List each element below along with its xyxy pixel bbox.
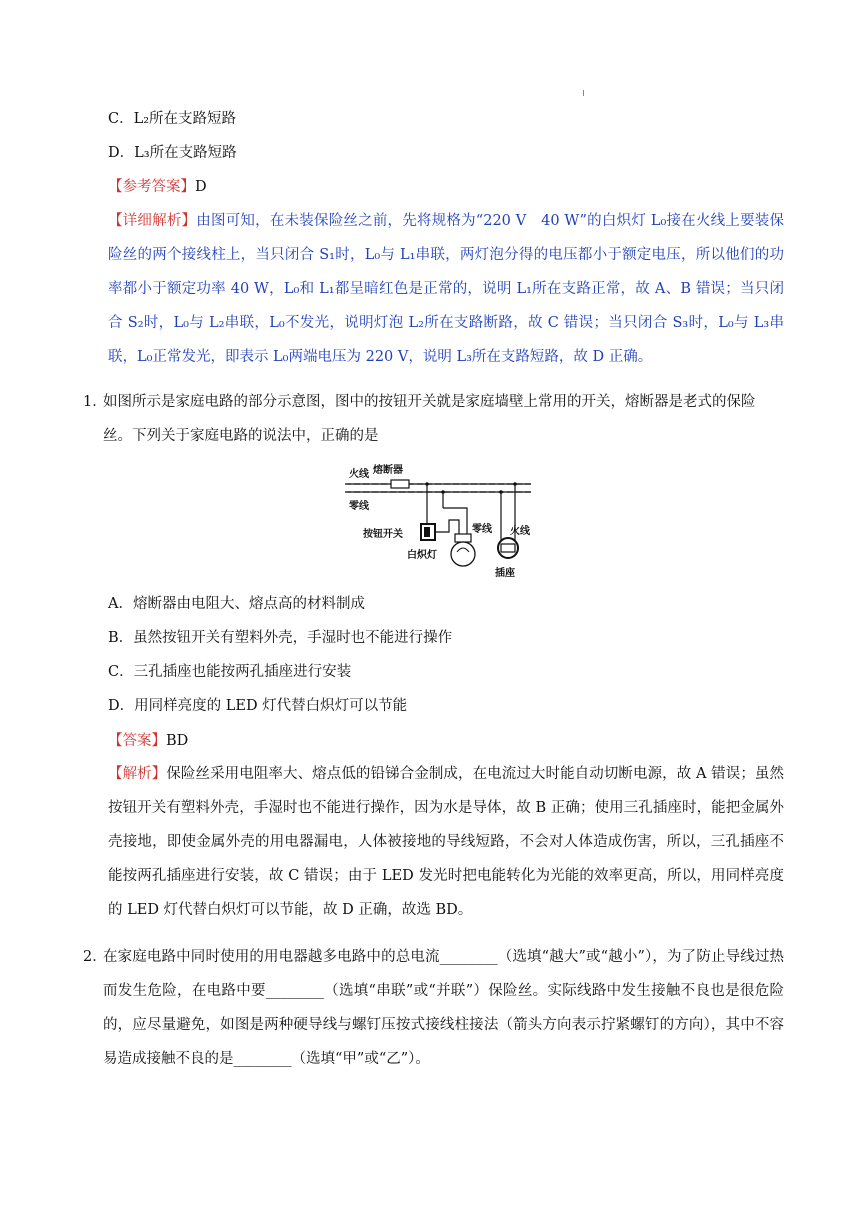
answer-line (108, 177, 207, 197)
label-socket: 插座 (495, 568, 515, 579)
q1-option-b: B．虽然按钮开关有塑料外壳，手湿时也不能进行操作 (108, 630, 453, 646)
analysis-text: 由图可知，在未装保险丝之前，先将规格为“220 V 40 W”的白炽灯 L₀接在火线上要装保险丝的两个接线柱上，当只闭合 S₁时，L₀与 L₁串联，两灯泡分得的电压都小于额定电压，所以他们的功率都小于额定功率 40 W，L₀和 L₁都呈暗红色是正常的，说明 L₁所在支路正常，故 A、B 错误；当只闭合 S₂时，L₀与 L₂串联，L₀不发光，说明灯泡 L₂所在支路断路，故 C 错误；当只闭合 S₃时，L₀与 L₃串联，L₀正常发光，即表示 L₀两端电压为 220 V，说明 L₃所在支路短路，故 D 正确。 (108, 213, 784, 365)
q1-option-d: D．用同样亮度的 LED 灯代替白炽灯可以节能 (108, 698, 408, 714)
label-live-right: 火线 (510, 526, 530, 537)
label-fuse: 熔断器 (373, 465, 403, 476)
option-d: D．L₃所在支路短路 (108, 145, 237, 161)
option-c: C．L₂所在支路短路 (108, 111, 237, 127)
label-neutral-right: 零线 (472, 524, 492, 535)
question-2-text: 在家庭电路中同时使用的用电器越多电路中的总电流________（选填“越大”或“越小”），为了防止导线过热而发生危险，在电路中要________（选填“串联”或“并联”）保险丝。实际线路中发生接触不良也是很危险的，应尽量避免，如图是两种硬导线与螺钉压按式接线柱接法（箭头方向表示拧紧螺钉的方向），其中不容易造成接触不良的是________（选填“甲”或“乙”）。 (103, 949, 784, 1067)
analysis-tag: 【详细解析】 (108, 213, 197, 229)
label-button-switch: 按钮开关 (363, 529, 403, 540)
question-1-stem-line2: 丝。下列关于家庭电路的说法中，正确的是 (103, 428, 379, 444)
fuse-symbol (391, 480, 409, 488)
q1-answer-line (108, 731, 188, 751)
page-mark (583, 90, 584, 96)
q1-answer-tag: 【答案】 (108, 733, 166, 749)
q1-analysis-text: 保险丝采用电阻率大、熔点低的铅锑合金制成，在电流过大时能自动切断电源，故 A 错误；虽然按钮开关有塑料外壳，手湿时也不能进行操作，因为水是导体，故 B 正确；使用三孔插座时，能把金属外壳接地，即使金属外壳的用电器漏电，人体被接地的导线短路，不会对人体造成伤害，所以，三孔插座不能按两孔插座进行安装，故 C 错误；由于 LED 发光时把电能转化为光能的效率更高，所以，用同样亮度的 LED 灯代替白炽灯可以节能，故 D 正确，故选 BD。 (108, 766, 785, 918)
q1-option-c: C．三孔插座也能按两孔插座进行安装 (108, 664, 352, 680)
q1-analysis-tag: 【解析】 (108, 766, 167, 782)
label-bulb: 白炽灯 (407, 550, 437, 561)
question-number-2: 2． (83, 949, 107, 965)
label-live-wire: 火线 (349, 469, 369, 480)
answer-tag: 【参考答案】 (108, 179, 195, 195)
question-1-stem-line1: 如图所示是家庭电路的部分示意图，图中的按钮开关就是家庭墙壁上常用的开关，熔断器是老式的保险 (103, 394, 756, 410)
question-number-1: 1． (83, 394, 107, 410)
q1-option-a: A．熔断器由电阻大、熔点高的材料制成 (108, 596, 365, 612)
analysis-paragraph (108, 204, 784, 374)
label-neutral-wire: 零线 (349, 501, 369, 512)
q1-answer-value: BD (166, 733, 189, 749)
answer-value: D (195, 179, 207, 195)
q1-analysis-paragraph (108, 757, 784, 927)
circuit-diagram (345, 460, 531, 582)
bulb-symbol (451, 542, 475, 566)
